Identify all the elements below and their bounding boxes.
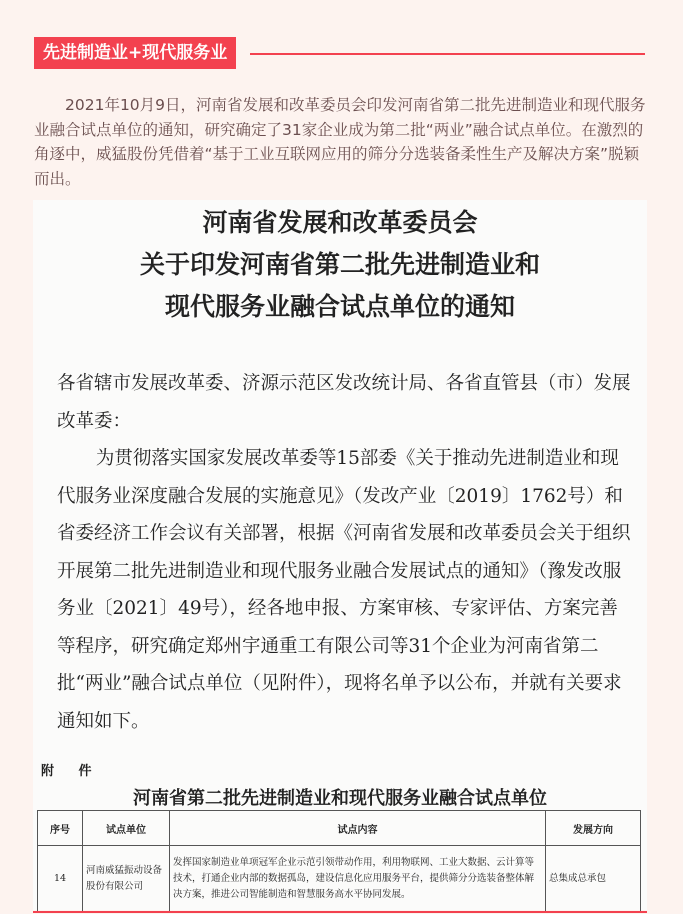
cell-direction: 总集成总承包 [546,846,641,913]
title-line: 现代服务业融合试点单位的通知 [164,292,515,321]
col-header: 试点单位 [83,811,170,846]
col-header: 发展方向 [546,811,641,846]
header-divider [250,53,645,55]
recipients: 各省辖市发展改革委、济源示范区发改统计局、各省直管县（市）发展改革委： [57,373,631,432]
notice-document-image [33,200,647,910]
section-tag: 先进制造业+现代服务业 [34,37,236,69]
intro-paragraph: 2021年10月9日，河南省发展和改革委员会印发河南省第二批先进制造业和现代服务业融合试点单位的通知，研究确定了31家企业成为第二批“两业”融合试点单位。在激烈的角逐中，威猛股份凭借着“基于工业互联网应用的筛分分选装备柔性生产及解决方案”脱颖而出。 [34,96,646,188]
document-body [57,365,631,740]
col-header: 试点内容 [170,811,546,846]
cell-number: 14 [38,846,83,913]
attachment-title: 河南省第二批先进制造业和现代服务业融合试点单位 [133,788,547,809]
table-row [38,846,641,913]
bottom-divider [33,911,647,913]
cell-unit: 河南威猛振动设备股份有限公司 [83,846,170,913]
pilot-units-table [37,810,641,913]
document-title [33,202,647,328]
table-header-row [38,811,641,846]
col-header: 序号 [38,811,83,846]
cell-content: 发挥国家制造业单项冠军企业示范引领带动作用，利用物联网、工业大数据、云计算等技术，打通企业内部的数据孤岛，建设信息化应用服务平台，提供筛分分选装备整体解决方案，推进公司智能制造和智慧服务高水平协同发展。 [170,846,546,913]
document-paragraph: 为贯彻落实国家发展改革委等15部委《关于推动先进制造业和现代服务业深度融合发展的实施意见》（发改产业〔2019〕1762号）和省委经济工作会议有关部署，根据《河南省发展和改革委员会关于组织开展第二批先进制造业和现代服务业融合发展试点的通知》（豫发改服务业〔2021〕49号），经各地申报、方案审核、专家评估、方案完善等程序，研究确定郑州宇通重工有限公司等31个企业为河南省第二批“两业”融合试点单位（见附件），现将名单予以公布，并就有关要求通知如下。 [57,448,631,732]
attachment-label: 附 件 [41,764,102,779]
title-line: 关于印发河南省第二批先进制造业和 [139,250,540,279]
title-line: 河南省发展和改革委员会 [202,208,478,237]
